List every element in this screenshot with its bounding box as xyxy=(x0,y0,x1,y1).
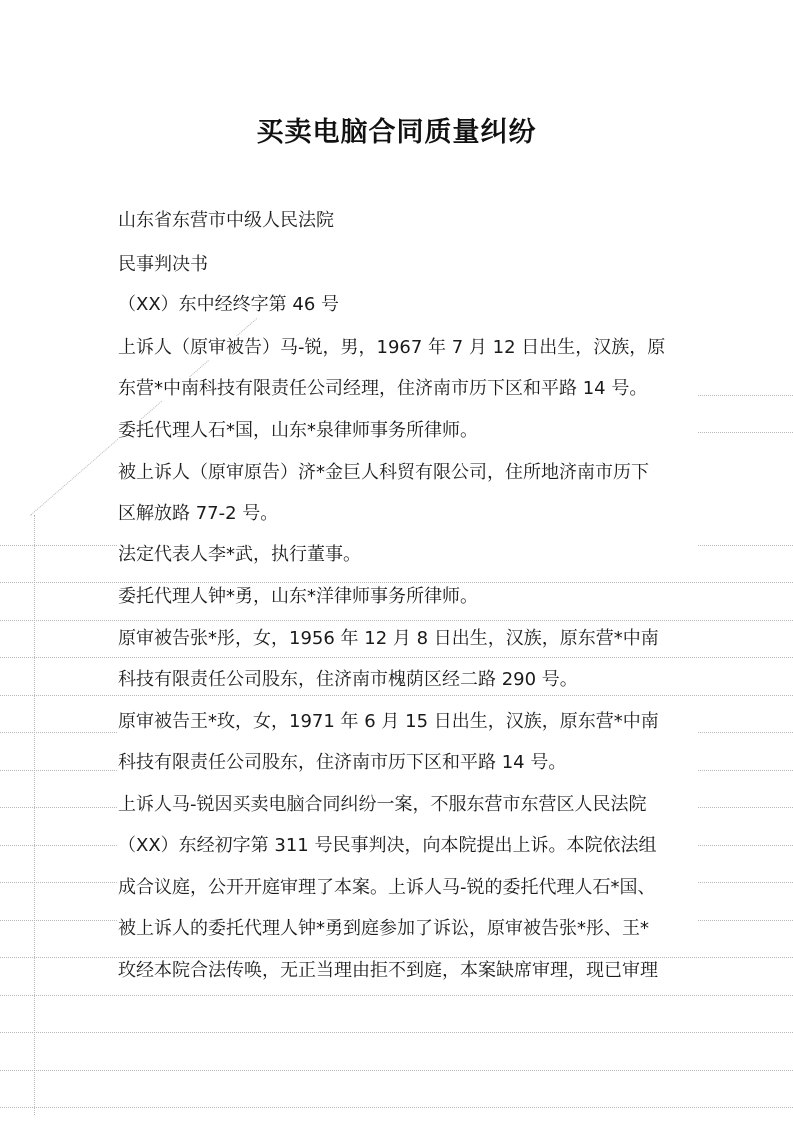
body-line: 科技有限责任公司股东，住济南市历下区和平路 14 号。 xyxy=(118,751,698,775)
dotted-vertical xyxy=(34,515,35,1115)
body-line: 上诉人（原审被告）马-锐，男，1967 年 7 月 12 日出生，汉族，原 xyxy=(118,336,698,360)
body-line: 委托代理人钟*勇，山东*洋律师事务所律师。 xyxy=(118,585,698,609)
dotted-rule xyxy=(0,995,793,996)
dotted-rule xyxy=(0,582,793,583)
body-line: 原审被告王*玫，女，1971 年 6 月 15 日出生，汉族，原东营*中南 xyxy=(118,710,698,734)
dotted-rule xyxy=(0,657,793,658)
body-line: 区解放路 77-2 号。 xyxy=(118,502,698,526)
body-line: 成合议庭，公开开庭审理了本案。上诉人马-锐的委托代理人石*国、 xyxy=(118,876,698,900)
body-line: 上诉人马-锐因买卖电脑合同纠纷一案，不服东营市东营区人民法院 xyxy=(118,793,698,817)
court-name: 山东省东营市中级人民法院 xyxy=(118,209,698,233)
dotted-rule xyxy=(0,620,793,621)
body-line: 科技有限责任公司股东，住济南市槐荫区经二路 290 号。 xyxy=(118,668,698,692)
body-line: 被上诉人的委托代理人钟*勇到庭参加了诉讼，原审被告张*彤、王* xyxy=(118,917,698,941)
body-line: （XX）东经初字第 311 号民事判决，向本院提出上诉。本院依法组 xyxy=(118,834,698,858)
document-type: 民事判决书 xyxy=(118,253,698,277)
body-line: 被上诉人（原审原告）济*金巨人科贸有限公司，住所地济南市历下 xyxy=(118,461,698,485)
body-line: 法定代表人李*武，执行董事。 xyxy=(118,543,698,567)
case-number: （XX）东中经终字第 46 号 xyxy=(118,293,698,317)
body-line: 委托代理人石*国，山东*泉律师事务所律师。 xyxy=(118,419,698,443)
dotted-rule xyxy=(0,1107,793,1108)
dotted-rule xyxy=(0,1032,793,1033)
dotted-rule xyxy=(0,695,793,696)
body-line: 玫经本院合法传唤，无正当理由拒不到庭，本案缺席审理，现已审理 xyxy=(118,959,698,983)
dotted-rule xyxy=(0,1070,793,1071)
dotted-rule xyxy=(0,957,793,958)
body-line: 东营*中南科技有限责任公司经理，住济南市历下区和平路 14 号。 xyxy=(118,377,698,401)
document-title: 买卖电脑合同质量纠纷 xyxy=(256,117,537,148)
body-line: 原审被告张*彤，女，1956 年 12 月 8 日出生，汉族，原东营*中南 xyxy=(118,627,698,651)
